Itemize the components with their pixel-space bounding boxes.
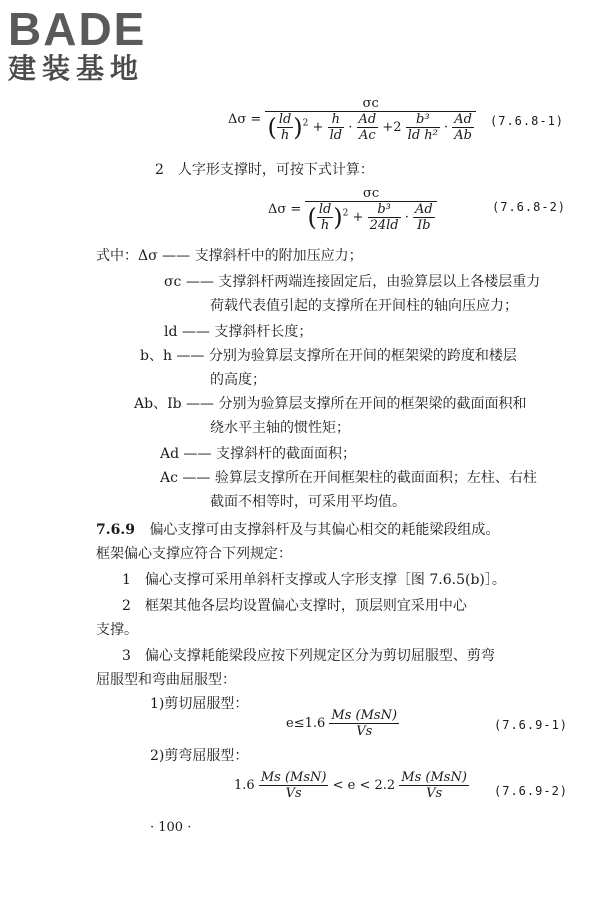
- formula-lhs: e≤1.6: [286, 716, 326, 731]
- section-text: 偏心支撑可由支撑斜杆及与其偏心相交的耗能梁段组成。: [149, 522, 500, 538]
- term-h: h: [280, 128, 290, 143]
- term-h: h: [320, 218, 330, 233]
- def-sigma-c-line-2: 荷载代表值引起的支撑所在开间柱的轴向压应力；: [210, 298, 518, 314]
- equation-number-7-6-9-1: (7.6.9-1): [494, 718, 569, 732]
- def-bh-line-2: 的高度；: [210, 372, 266, 388]
- term-ac: Ac: [359, 128, 376, 143]
- formula-numerator-1: Ms (MsN): [260, 770, 327, 785]
- formula-left: 1.6: [234, 778, 255, 793]
- formula-fraction-2: [399, 770, 469, 801]
- def-ac-line-1: Ac —— 验算层支撑所在开间框架柱的截面面积；左柱、右柱: [160, 470, 537, 486]
- formula-7-6-8-1: [228, 96, 476, 143]
- page-number: · 100 ·: [150, 820, 192, 835]
- dot: ·: [444, 120, 449, 135]
- formula-7-6-9-2: [234, 770, 469, 801]
- plus: +: [312, 120, 324, 135]
- formula-numerator-2: Ms (MsN): [401, 770, 467, 785]
- term-ad: Ad: [358, 112, 377, 127]
- formula-7-6-8-2: [268, 186, 437, 233]
- def-sigma-c-line-1: σc —— 支撑斜杆两端连接固定后，由验算层以上各楼层重力: [164, 274, 541, 290]
- term-b3: b³: [406, 112, 440, 128]
- equation-number-7-6-8-1: (7.6.8-1): [490, 114, 565, 128]
- def-ab-ib-line-1: Ab、Ib —— 分别为验算层支撑所在开间的框架梁的截面面积和: [134, 396, 527, 412]
- logo-brand: BADE: [8, 3, 147, 55]
- sub-item-shear-bend: 2)剪弯屈服型：: [150, 748, 249, 764]
- term-h2: h: [328, 112, 344, 128]
- section-number: 7.6.9: [96, 522, 135, 538]
- term-ld: ld: [278, 112, 292, 127]
- def-delta-sigma: 式中：Δσ —— 支撑斜杆中的附加压应力；: [96, 248, 363, 264]
- equation-number-7-6-8-2: (7.6.8-2): [492, 200, 567, 214]
- formula-denominator: ( $\frac{ld}{h}$ )$^2$ + $\frac{\text{b³}}{24ld}$ · $\frac{Ad}{Ib}$: [307, 202, 433, 233]
- formula-lhs: Δσ =: [228, 112, 262, 127]
- section-item-2-line-1: 2 框架其他各层均设置偏心支撑时，顶层则宜采用中心: [122, 598, 467, 614]
- section-item-2-line-2: 支撑。: [96, 622, 138, 638]
- formula-numerator: Ms (MsN): [331, 708, 398, 723]
- formula-denominator: Vs: [356, 724, 373, 739]
- formula-lhs: Δσ =: [268, 202, 302, 217]
- dot: ·: [348, 120, 353, 135]
- section-item-3-line-1: 3 偏心支撑耗能梁段应按下列规定区分为剪切屈服型、剪弯: [122, 648, 495, 664]
- item-2-line: 2 人字形支撑时，可按下式计算：: [155, 162, 374, 178]
- formula-numerator: σc: [305, 186, 436, 202]
- def-ab-ib-line-2: 绕水平主轴的惯性矩；: [210, 420, 350, 436]
- term-ib: Ib: [417, 218, 431, 233]
- term-ldh2: ld h²: [407, 128, 438, 143]
- section-7-6-9-line-1: [96, 520, 499, 540]
- formula-denominator: ( $\frac{ld}{h}$ )$^2$ + $\frac{h}{ld}$ · $\frac{Ad}{Ac}$ +2 $\frac{\text{b³}}{\text{ld h²}}$ · $\frac{Ad}{Ab}$: [267, 112, 473, 143]
- equation-number-7-6-9-2: (7.6.9-2): [494, 784, 569, 798]
- exponent: 2: [302, 118, 309, 129]
- term-ad: Ad: [415, 202, 433, 217]
- formula-middle: < e < 2.2: [332, 778, 396, 793]
- formula-7-6-9-1: [286, 708, 399, 739]
- logo: [8, 3, 178, 86]
- plus: +: [352, 210, 364, 225]
- section-7-6-9-line-2: 框架偏心支撑应符合下列规定：: [96, 546, 292, 562]
- formula-fraction: [329, 708, 399, 739]
- logo-subtitle: 建装基地: [8, 52, 145, 85]
- formula-main-fraction: [265, 96, 476, 143]
- def-ad: Ad —— 支撑斜杆的截面面积；: [160, 446, 356, 462]
- section-item-1: 1 偏心支撑可采用单斜杆支撑或人字形支撑［图 7.6.5(b)］。: [122, 572, 506, 588]
- def-ac-line-2: 截面不相等时，可采用平均值。: [210, 494, 406, 510]
- formula-denominator-2: Vs: [426, 786, 443, 801]
- formula-fraction-1: [259, 770, 329, 801]
- section-item-3-line-2: 屈服型和弯曲屈服型：: [96, 672, 236, 688]
- sub-item-shear: 1)剪切屈服型：: [150, 696, 249, 712]
- term-ab: Ab: [454, 128, 473, 143]
- plus-two: +2: [382, 120, 402, 135]
- dot: ·: [404, 210, 409, 225]
- formula-numerator: σc: [265, 96, 476, 112]
- term-b3: b³: [368, 202, 401, 218]
- exponent: 2: [342, 208, 349, 219]
- formula-main-fraction: [305, 186, 436, 233]
- def-ld: ld —— 支撑斜杆长度；: [164, 324, 313, 340]
- term-24ld: 24ld: [369, 218, 399, 233]
- term-ld: ld: [318, 202, 332, 217]
- term-ld2: ld: [329, 128, 343, 143]
- formula-denominator-1: Vs: [285, 786, 302, 801]
- def-bh-line-1: b、h —— 分别为验算层支撑所在开间的框架梁的跨度和楼层: [140, 348, 517, 364]
- term-ad2: Ad: [454, 112, 473, 127]
